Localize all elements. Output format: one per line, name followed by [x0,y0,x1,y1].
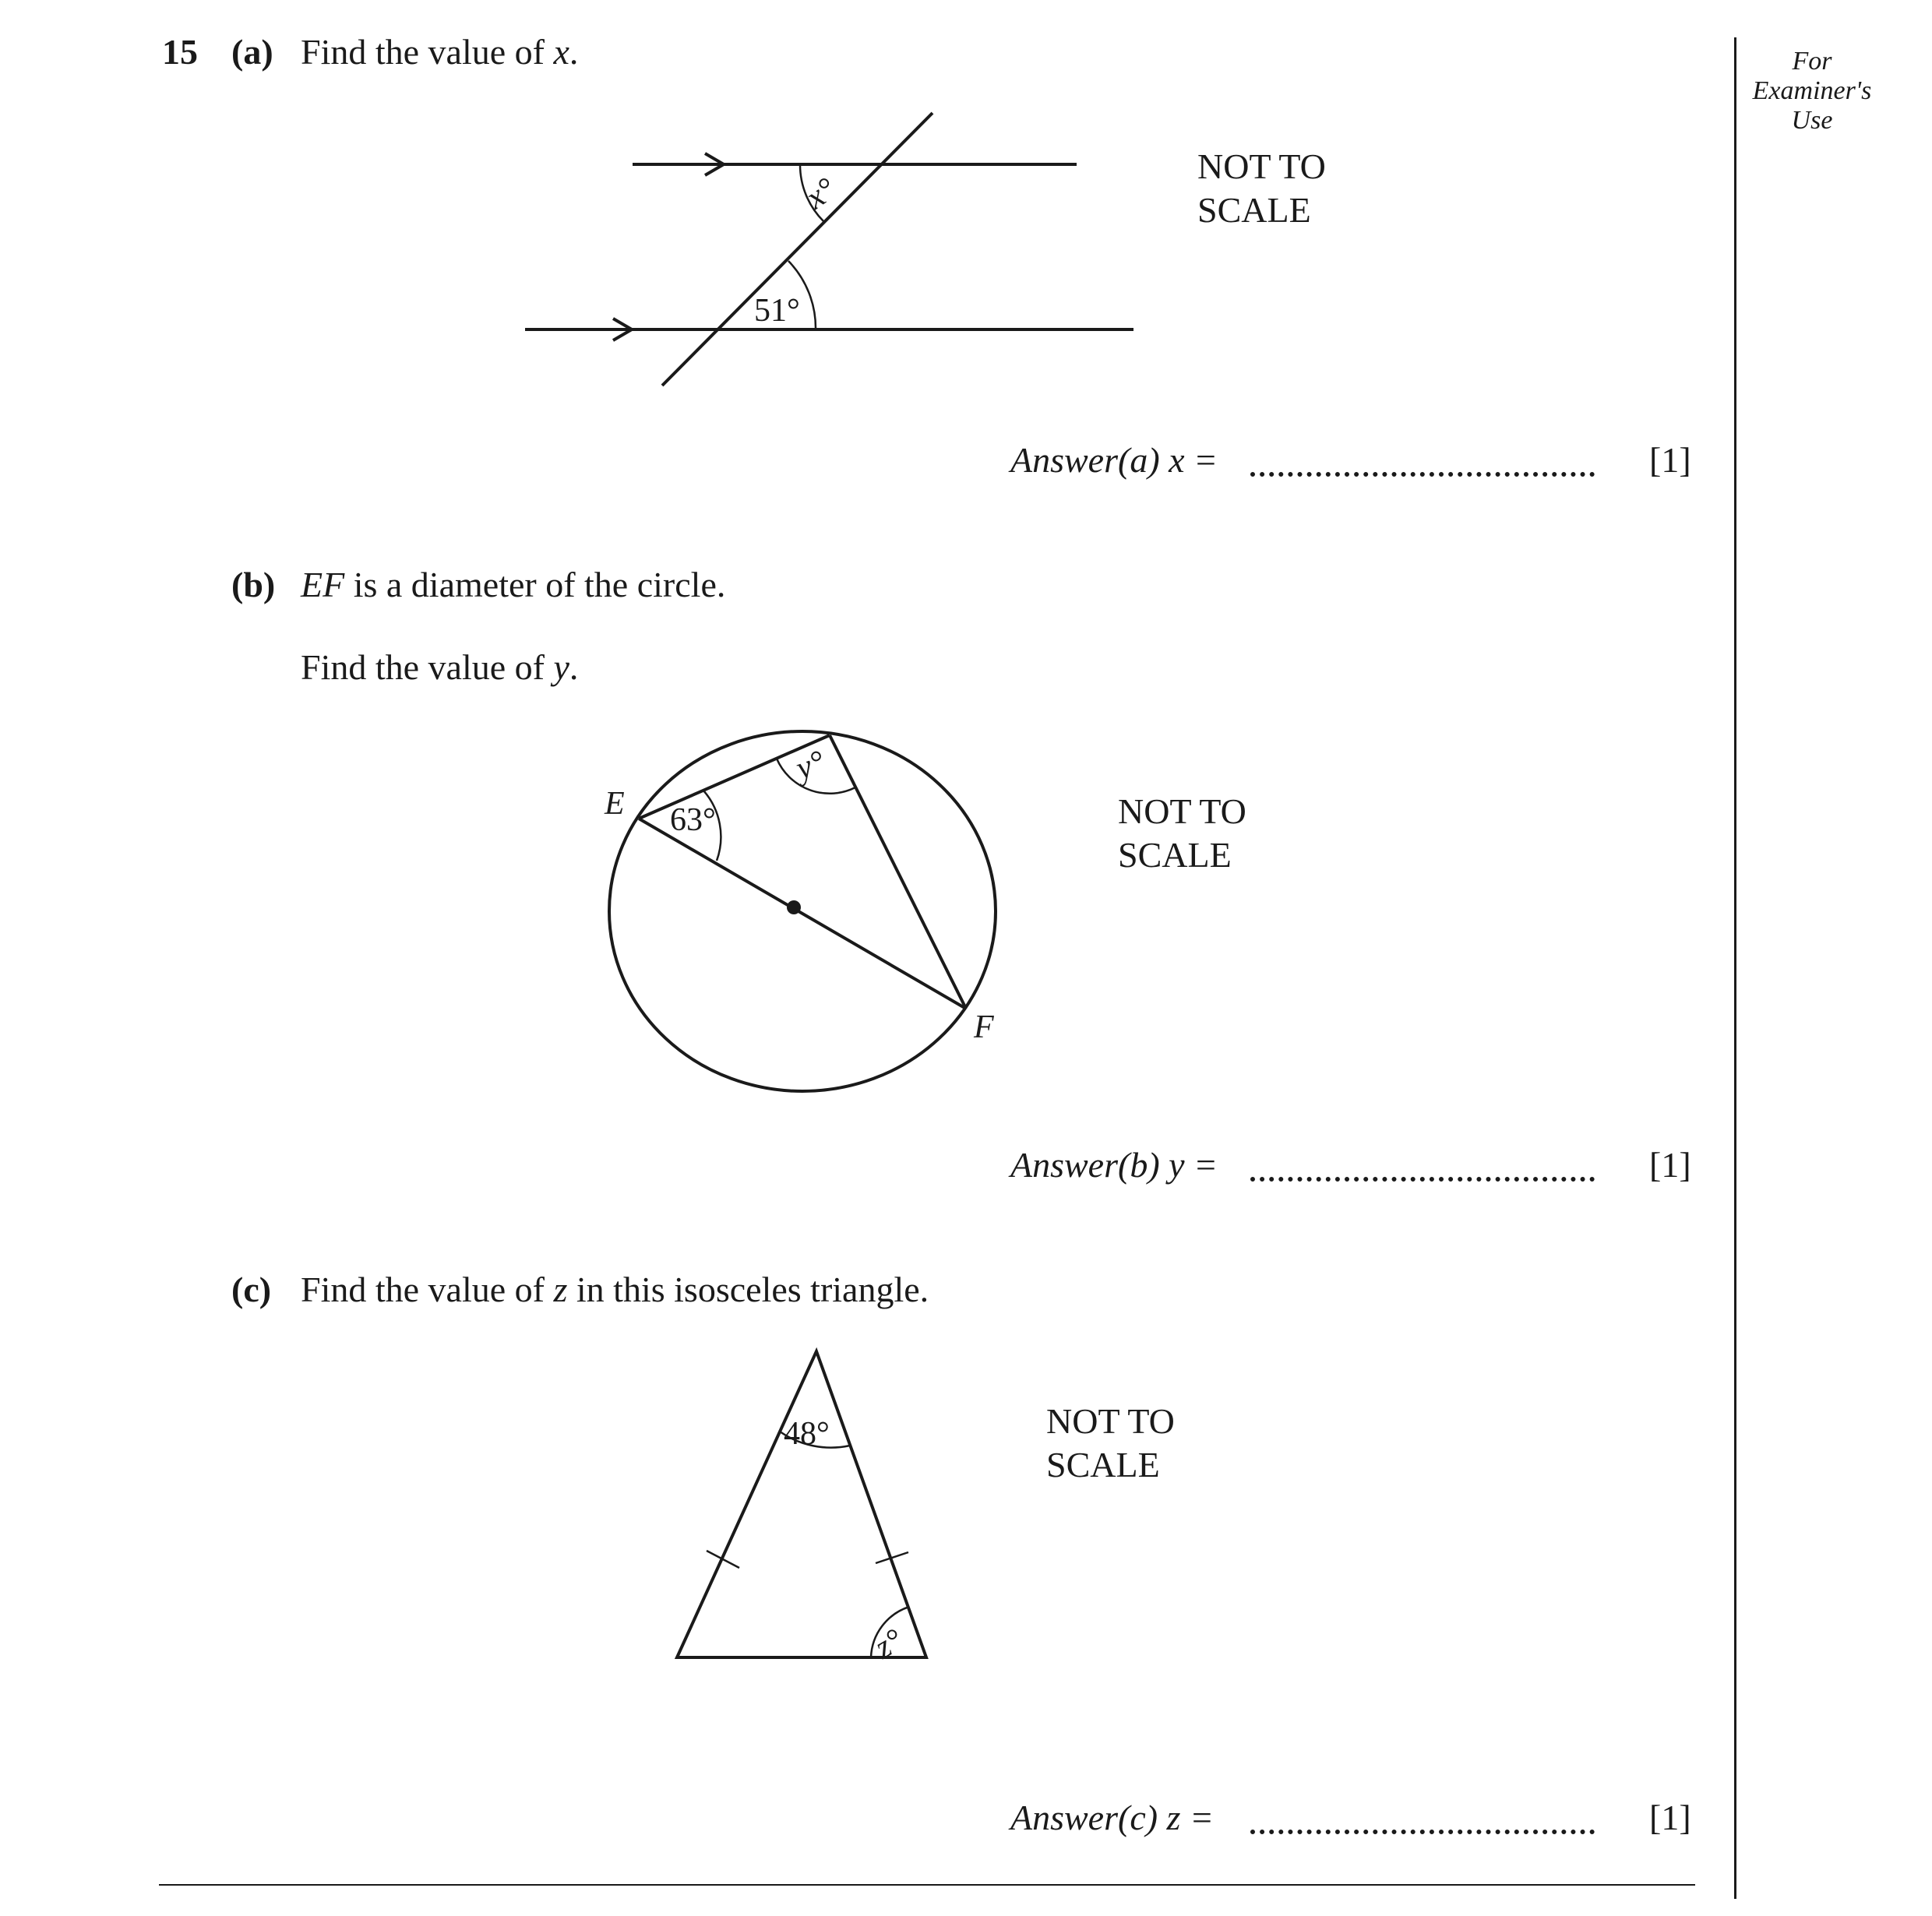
examiner-use-line-3: Use [1791,106,1833,135]
part-b-label: (b) [231,565,276,604]
part-a-text-suffix: . [569,32,579,72]
angle-48-label: 48° [784,1416,830,1452]
part-c-answer-field[interactable] [1250,1830,1595,1834]
part-c-not-to-scale-line-1: NOT TO [1046,1401,1175,1441]
part-a-answer-label: Answer(a) x = [1010,440,1218,480]
part-c-answer-label: Answer(c) z = [1010,1798,1214,1837]
angle-x-label: x° [799,171,843,217]
part-b-answer-label: Answer(b) y = [1010,1145,1218,1185]
angle-51-label: 51° [754,293,800,329]
part-b-marks: [1] [1649,1145,1691,1185]
question-number: 15 [162,32,198,72]
part-c-not-to-scale-line-2: SCALE [1046,1445,1160,1485]
part-b-variable: y [553,647,569,687]
point-f-label: F [974,1009,994,1045]
triangle-outline [677,1351,926,1657]
part-b-ef: EF [301,565,345,604]
part-a-marks: [1] [1649,440,1691,480]
part-c-not-to-scale [1046,1400,1175,1487]
point-e-label: E [605,786,625,822]
examiner-use-line-2: Examiner's [1752,76,1872,105]
part-b-not-to-scale-line-2: SCALE [1118,835,1232,875]
part-a-label: (a) [231,32,273,72]
part-a-variable: x [553,32,569,72]
part-b-text1-rest: is a diameter of the circle. [344,565,726,604]
part-c-variable: z [553,1270,568,1309]
part-b-text2-suffix: . [569,647,579,687]
part-c-text-suffix: in this isosceles triangle. [567,1270,929,1309]
part-c-marks: [1] [1649,1798,1691,1837]
part-c-label: (c) [231,1270,272,1309]
part-b-text2-prefix: Find the value of [301,647,554,687]
angle-z-label: z° [869,1622,909,1667]
angle-y-label: y° [791,744,830,787]
part-a-text-prefix: Find the value of [301,32,554,72]
angle-63-label: 63° [670,802,716,838]
examiner-use-line-1: For [1792,47,1832,76]
page-bottom-rule [159,1884,1695,1886]
part-a-not-to-scale-line-2: SCALE [1197,190,1311,230]
part-c-text-prefix: Find the value of [301,1270,554,1309]
part-b-not-to-scale-line-1: NOT TO [1118,791,1246,831]
part-a-not-to-scale-line-1: NOT TO [1197,146,1326,186]
